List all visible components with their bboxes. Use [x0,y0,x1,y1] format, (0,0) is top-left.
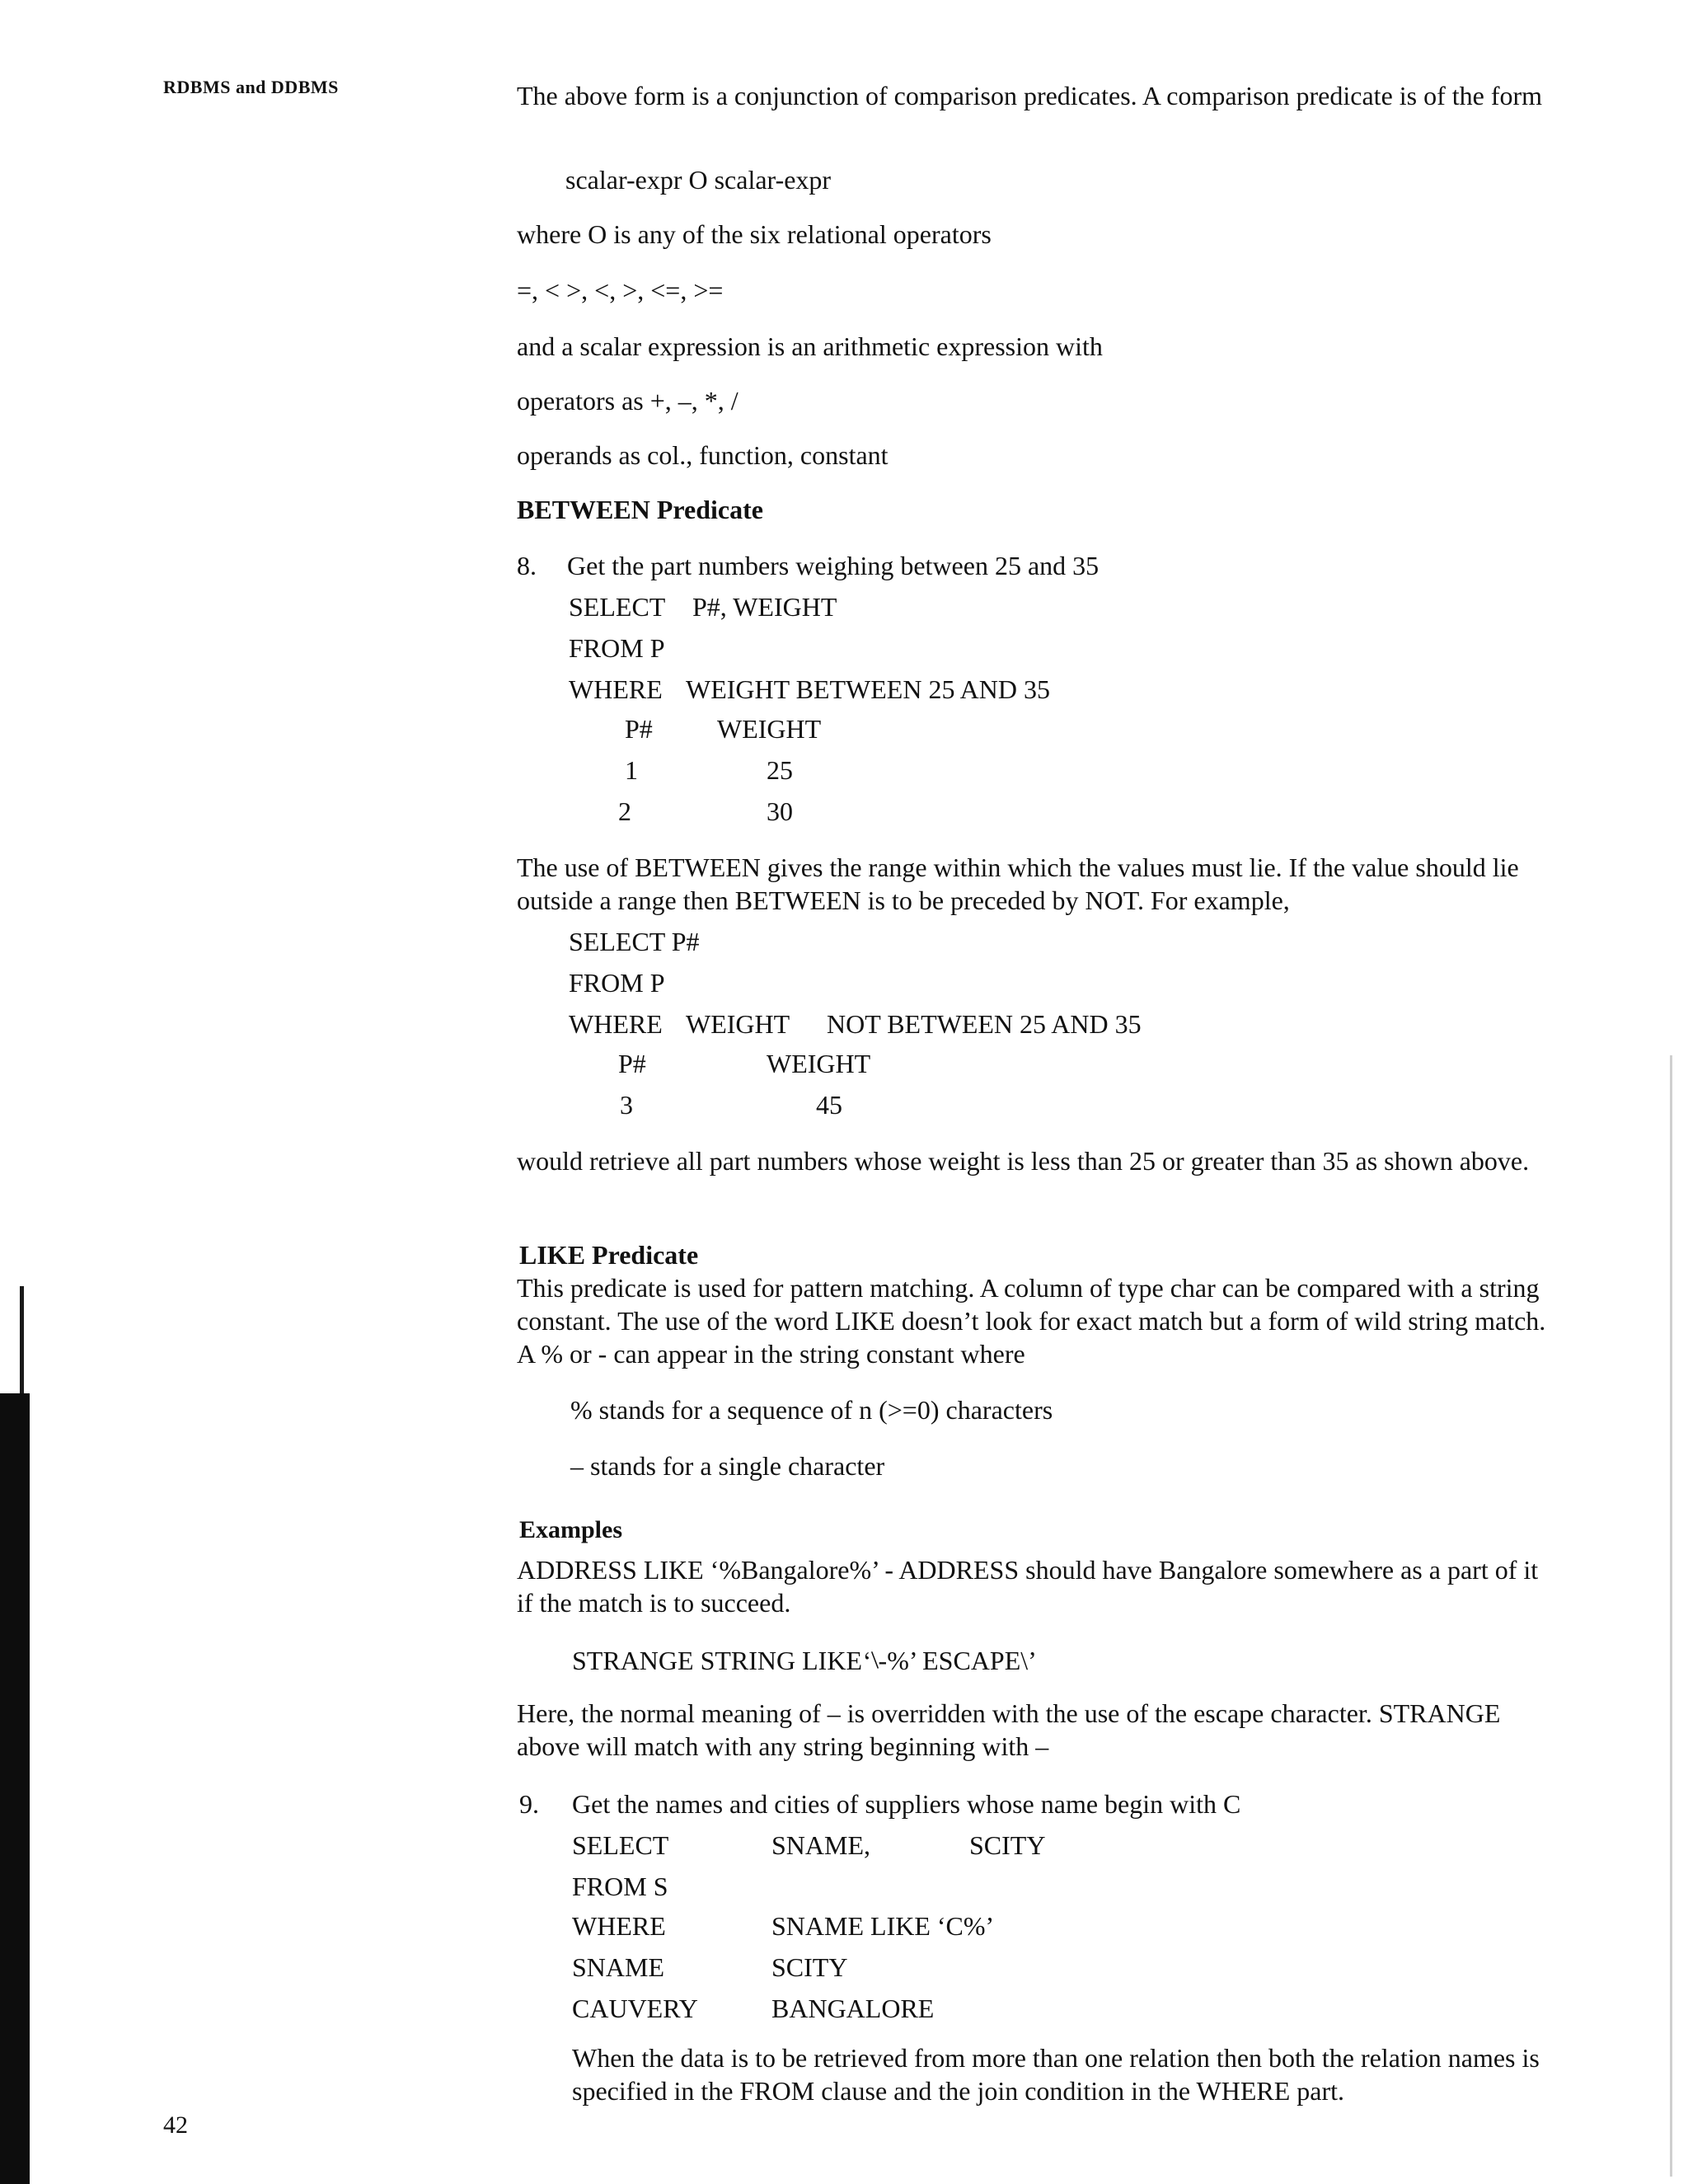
result-header-scity: SCITY [771,1952,848,1982]
result-cell: 30 [767,796,793,826]
sql-from-clause: FROM P [569,633,665,663]
strange-prefix: STRANGE STRING LIKE [572,1646,862,1675]
page-number: 42 [163,2111,188,2139]
examples-heading: Examples [519,1516,623,1543]
sql-select-clause: SELECT P# [569,927,700,956]
result-header-sname: SNAME [572,1952,665,1982]
result-cell: 3 [620,1090,633,1120]
where-line: where O is any of the six relational operators [517,219,992,249]
result-header-pno: P# [625,714,653,744]
result-cell: BANGALORE [771,1994,935,2023]
dash-wildcard-line: – stands for a single character [570,1451,885,1481]
question-9-number: 9. [519,1789,539,1819]
strange-suffix: -%’ ESCAPE\’ [878,1646,1037,1675]
result-cell: 2 [618,796,631,826]
result-cell: 45 [816,1090,842,1120]
sql-from-clause: FROM P [569,968,665,998]
question-8-number: 8. [517,551,537,580]
sql-where-keyword: WHERE [569,674,663,704]
escape-explanation-paragraph: Here, the normal meaning of – is overridden with the use of the escape character. STRANGE above will match with any string beginning with – [517,1698,1501,1761]
question-9-text: Get the names and cities of suppliers whose name begin with C [572,1789,1241,1819]
result-cell: 1 [625,755,638,785]
scan-edge-line-right [1670,1055,1672,2177]
sql-where-condition: WEIGHT BETWEEN 25 AND 35 [686,674,1050,704]
sql-where-keyword: WHERE [569,1009,663,1039]
scalar-expression-line: and a scalar expression is an arithmetic expression with [517,331,1103,361]
sql-from-clause: FROM S [572,1872,668,1901]
result-header-pno: P# [618,1049,646,1078]
not-between-explanation-paragraph: would retrieve all part numbers whose weight is less than 25 or greater than 35 as shown above. [517,1146,1530,1176]
sql-where-keyword: WHERE [572,1911,666,1941]
example-strange-string-like [572,1644,1037,1677]
section-heading-between: BETWEEN Predicate [517,495,763,524]
book-spine-shadow [0,1393,30,2184]
comparison-formula: scalar-expr O scalar-expr [565,165,832,195]
question-8-text: Get the part numbers weighing between 25 and 35 [567,551,1100,580]
result-cell: CAUVERY [572,1994,698,2023]
result-header-weight: WEIGHT [717,714,822,744]
sql-select-columns: P#, WEIGHT [692,592,837,622]
arithmetic-operators-line: operators as +, –, *, / [517,386,738,416]
scan-edge-line [20,1286,24,1402]
escape-quote-glyph: ‘\ [859,1644,882,1677]
intro-paragraph: The above form is a conjunction of comparison predicates. A comparison predicate is of the form [517,81,1543,110]
result-cell: 25 [767,755,793,785]
operands-line: operands as col., function, constant [517,440,889,470]
sql-select-column-1: SNAME, [771,1830,871,1860]
example-address-like: ADDRESS LIKE ‘%Bangalore%’ - ADDRESS should have Bangalore somewhere as a part of it if the match is to succeed. [517,1555,1539,1618]
running-head: RDBMS and DDBMS [163,77,339,97]
sql-where-condition: SNAME LIKE ‘C%’ [771,1911,995,1941]
like-explanation-paragraph: This predicate is used for pattern matching. A column of type char can be compared with a string constant. The use of the word LIKE doesn’t look for exact match but a form of wild string match. A % or - can appear in the string constant where [517,1273,1546,1369]
join-explanation-paragraph: When the data is to be retrieved from more than one relation then both the relation names is specified in the FROM clause and the join condition in the WHERE part. [572,2043,1540,2106]
between-explanation-paragraph: The use of BETWEEN gives the range within which the values must lie. If the value should lie outside a range then BETWEEN is to be preceded by NOT. For example, [517,852,1519,915]
section-heading-like: LIKE Predicate [519,1240,699,1270]
sql-where-condition: NOT BETWEEN 25 AND 35 [827,1009,1142,1039]
sql-select-column-2: SCITY [969,1830,1046,1860]
sql-select-keyword: SELECT [572,1830,669,1860]
sql-where-column: WEIGHT [686,1009,790,1039]
result-header-weight: WEIGHT [767,1049,871,1078]
operator-list: =, < >, <, >, <=, >= [517,275,724,305]
sql-select-keyword: SELECT [569,592,666,622]
percent-wildcard-line: % stands for a sequence of n (>=0) characters [570,1395,1053,1425]
